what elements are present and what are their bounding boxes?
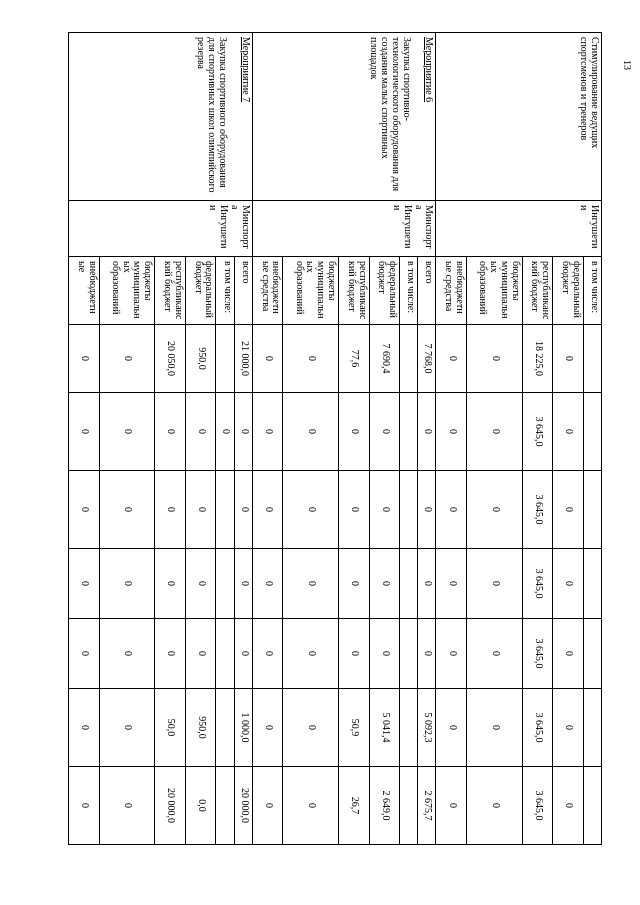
value-cell — [216, 471, 234, 549]
source-label: бюджеты муниципальных образований — [283, 257, 338, 325]
value-cell: 0 — [99, 393, 154, 471]
value-cell: 0 — [436, 767, 467, 845]
value-cell: 0 — [252, 393, 283, 471]
value-cell — [216, 619, 234, 689]
value-cell — [583, 549, 601, 619]
value-cell: 0 — [283, 619, 338, 689]
value-cell: 20 050,0 — [155, 325, 186, 393]
value-cell: 0 — [467, 767, 522, 845]
value-cell: 0 — [252, 689, 283, 767]
value-cell: 0 — [69, 619, 100, 689]
value-cell: 20 000,0 — [234, 767, 252, 845]
value-cell: 0 — [252, 619, 283, 689]
source-label: бюджеты муниципальных образований — [99, 257, 154, 325]
value-cell: 0 — [99, 325, 154, 393]
value-cell: 7 768,0 — [418, 325, 436, 393]
value-cell: 0 — [338, 393, 369, 471]
table-row — [418, 33, 436, 845]
value-cell: 0 — [436, 549, 467, 619]
value-cell: 0 — [283, 471, 338, 549]
activity-7-link[interactable]: Мероприятие 7 — [239, 37, 251, 103]
value-cell: 0 — [369, 471, 400, 549]
value-cell: 0 — [418, 471, 436, 549]
activity-6-link[interactable]: Мероприятие 6 — [423, 37, 435, 103]
value-cell — [400, 549, 418, 619]
value-cell: 26,7 — [338, 767, 369, 845]
value-cell: 2 675,7 — [418, 767, 436, 845]
value-cell: 0 — [99, 689, 154, 767]
value-cell: 0 — [436, 689, 467, 767]
value-cell: 2 649,0 — [369, 767, 400, 845]
value-cell — [583, 689, 601, 767]
value-cell: 0 — [553, 549, 584, 619]
activity-6-description: Закупка спортивно-технологического оборудования для создания малых спортивных площадок — [368, 37, 412, 192]
value-cell: 0 — [155, 549, 186, 619]
value-cell: 0 — [69, 549, 100, 619]
value-cell: 3 645,0 — [522, 767, 553, 845]
value-cell: 0 — [216, 393, 234, 471]
value-cell — [583, 619, 601, 689]
value-cell: 0 — [467, 689, 522, 767]
source-label: внебюджетные средства — [252, 257, 283, 325]
value-cell: 0 — [553, 471, 584, 549]
value-cell: 77,6 — [338, 325, 369, 393]
activity-name: Стимулирование ведущих спортсменов и тренеров — [436, 33, 602, 201]
value-cell: 0 — [418, 393, 436, 471]
value-cell: 0 — [436, 325, 467, 393]
executor: Минспорта Ингушетии — [69, 201, 253, 257]
page-number: 13 — [621, 60, 632, 70]
source-label: в том числе: — [216, 257, 234, 325]
source-label: всего — [418, 257, 436, 325]
activity-7-name — [69, 33, 253, 201]
value-cell: 0 — [185, 549, 216, 619]
value-cell: 0 — [436, 471, 467, 549]
value-cell — [400, 325, 418, 393]
value-cell: 0 — [369, 619, 400, 689]
value-cell: 0,0 — [185, 767, 216, 845]
value-cell: 0 — [553, 325, 584, 393]
source-label: республиканский бюджет — [522, 257, 553, 325]
value-cell — [216, 549, 234, 619]
value-cell: 0 — [99, 549, 154, 619]
executor: Минспорта Ингушетии — [252, 201, 436, 257]
value-cell: 20 000,0 — [155, 767, 186, 845]
value-cell: 0 — [234, 619, 252, 689]
value-cell: 0 — [283, 549, 338, 619]
value-cell: 0 — [252, 767, 283, 845]
value-cell: 0 — [467, 325, 522, 393]
value-cell: 0 — [338, 471, 369, 549]
rotated-table-container — [68, 32, 602, 844]
table-row — [234, 33, 252, 845]
source-label: федеральный бюджет — [553, 257, 584, 325]
value-cell — [216, 689, 234, 767]
value-cell — [400, 471, 418, 549]
value-cell — [400, 619, 418, 689]
value-cell: 0 — [185, 471, 216, 549]
table-row — [583, 33, 601, 845]
value-cell: 0 — [252, 549, 283, 619]
value-cell: 0 — [418, 549, 436, 619]
value-cell: 0 — [99, 471, 154, 549]
value-cell: 950,0 — [185, 325, 216, 393]
budget-table — [68, 32, 602, 845]
value-cell: 0 — [185, 393, 216, 471]
value-cell: 1 000,0 — [234, 689, 252, 767]
value-cell: 0 — [252, 325, 283, 393]
value-cell — [583, 471, 601, 549]
value-cell: 0 — [553, 767, 584, 845]
value-cell: 5 092,3 — [418, 689, 436, 767]
value-cell: 0 — [338, 619, 369, 689]
value-cell — [583, 767, 601, 845]
value-cell: 0 — [369, 549, 400, 619]
value-cell: 3 645,0 — [522, 549, 553, 619]
value-cell — [583, 393, 601, 471]
value-cell: 0 — [436, 619, 467, 689]
activity-7-description: Закупка спортивного оборудования для спортивных школ олимпийского резерва — [195, 37, 229, 193]
value-cell: 0 — [283, 325, 338, 393]
value-cell — [400, 393, 418, 471]
value-cell: 0 — [467, 393, 522, 471]
value-cell: 0 — [338, 549, 369, 619]
value-cell — [216, 767, 234, 845]
value-cell: 0 — [252, 471, 283, 549]
value-cell: 0 — [283, 393, 338, 471]
value-cell: 0 — [283, 689, 338, 767]
value-cell: 0 — [283, 767, 338, 845]
value-cell: 0 — [155, 393, 186, 471]
value-cell: 0 — [418, 619, 436, 689]
value-cell: 0 — [69, 325, 100, 393]
value-cell — [583, 325, 601, 393]
source-label: в том числе: — [400, 257, 418, 325]
value-cell: 0 — [467, 619, 522, 689]
value-cell: 0 — [234, 471, 252, 549]
value-cell — [216, 325, 234, 393]
value-cell: 0 — [69, 767, 100, 845]
value-cell: 50,9 — [338, 689, 369, 767]
value-cell: 3 645,0 — [522, 471, 553, 549]
executor: Ингушетии — [436, 201, 602, 257]
activity-6-name — [252, 33, 436, 201]
source-label: внебюджетные — [69, 257, 100, 325]
value-cell: 5 041,4 — [369, 689, 400, 767]
value-cell: 0 — [234, 549, 252, 619]
source-label: в том числе: — [583, 257, 601, 325]
value-cell: 0 — [467, 549, 522, 619]
value-cell: 0 — [436, 393, 467, 471]
source-label: республиканский бюджет — [338, 257, 369, 325]
value-cell: 3 645,0 — [522, 393, 553, 471]
value-cell: 0 — [467, 471, 522, 549]
value-cell: 0 — [155, 619, 186, 689]
source-label: республиканский бюджет — [155, 257, 186, 325]
value-cell: 0 — [69, 689, 100, 767]
value-cell: 21 000,0 — [234, 325, 252, 393]
source-label: федеральный бюджет — [185, 257, 216, 325]
value-cell: 0 — [69, 393, 100, 471]
value-cell: 0 — [185, 619, 216, 689]
value-cell: 7 690,4 — [369, 325, 400, 393]
value-cell: 3 645,0 — [522, 619, 553, 689]
value-cell: 0 — [99, 619, 154, 689]
value-cell: 0 — [99, 767, 154, 845]
value-cell: 0 — [69, 471, 100, 549]
source-label: бюджеты муниципальных образований — [467, 257, 522, 325]
value-cell: 0 — [553, 689, 584, 767]
value-cell: 3 645,0 — [522, 689, 553, 767]
value-cell: 0 — [553, 619, 584, 689]
value-cell — [400, 689, 418, 767]
value-cell: 0 — [369, 393, 400, 471]
value-cell: 0 — [234, 393, 252, 471]
source-label: всего — [234, 257, 252, 325]
value-cell: 0 — [155, 471, 186, 549]
value-cell — [400, 767, 418, 845]
value-cell: 18 225,0 — [522, 325, 553, 393]
source-label: федеральный бюджет — [369, 257, 400, 325]
value-cell: 950,0 — [185, 689, 216, 767]
value-cell: 0 — [553, 393, 584, 471]
source-label: внебюджетные средства — [436, 257, 467, 325]
value-cell: 50,0 — [155, 689, 186, 767]
